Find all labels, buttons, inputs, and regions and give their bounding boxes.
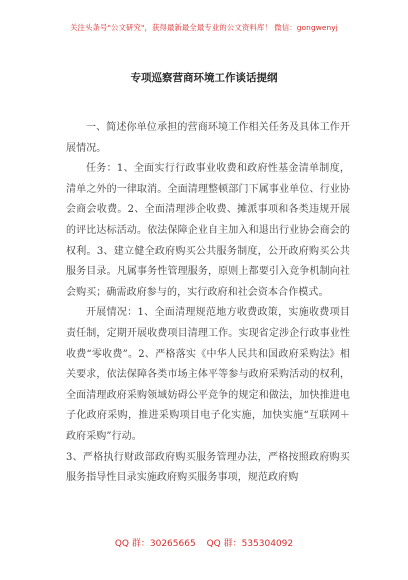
page-title: 专项巡察营商环境工作谈话提纲	[130, 72, 278, 84]
paragraph-progress: 开展情况：1、全面清理规范地方收费政策，实施收费项目责任制，定期开展收费项目清理工作。实现省定涉企行政事业性收费“零收费”。2、严格落实《中华人民共和国政府采购法》相关要求，依法保障各类市场主体平等参与政府采购活动的权利，全面清理政府采购领域妨碍公平竞争的规定和做法，加快推进电子化政府采购，推进采购项目电子化实施，加快实施“互联网＋政府采购”行动。	[66, 307, 350, 442]
qq-group-1: QQ 群：30265665	[114, 539, 196, 549]
qq-group-2: QQ 群：535304092	[206, 539, 294, 549]
header-banner: 关注头条号"公文研究"，获得最新最全最专业的公文资料库！ 微信：gongwenyj	[70, 23, 338, 32]
paragraph-item-three: 3、严格执行财政部政府购买服务管理办法，严格按照政府购买服务指导性目录实施政府购买服务事项，规范政府购	[66, 451, 350, 484]
document-body	[66, 118, 350, 489]
paragraph-section-one: 一、简述你单位承担的营商环境工作相关任务及具体工作开展情况。	[66, 122, 350, 154]
paragraph-tasks: 任务：1、全面实行行政事业收费和政府性基金清单制度，清单之外的一律取消。全面清理整顿部门下属事业单位、行业协会商会收费。2、全面清理涉企收费、摊派事项和各类违规开展的评比达标活动。依法保障企业自主加入和退出行业协会商会的权利。3、建立健全政府购买公共服务制度，公开政府购买公共服务目录。凡属事务性管理服务，原则上都要引入竞争机制向社会购买；确需政府参与的，实行政府和社会资本合作模式。	[66, 163, 350, 298]
footer-contacts	[0, 536, 408, 549]
